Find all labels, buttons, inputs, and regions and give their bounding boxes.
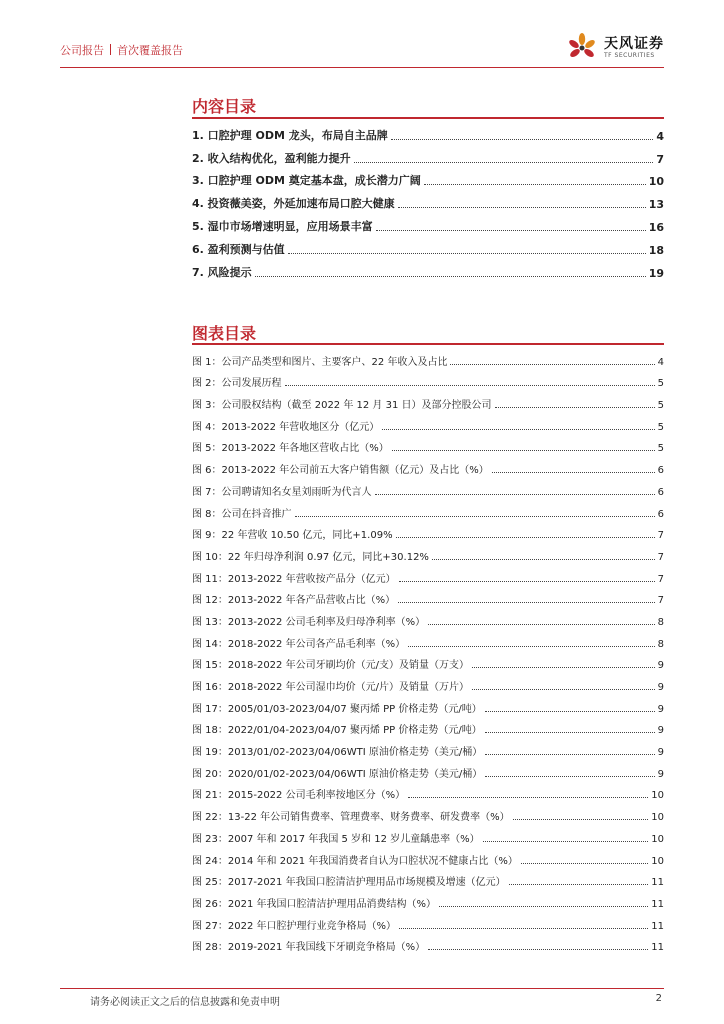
figure-entry[interactable] <box>192 801 664 823</box>
figure-entry-label: 图 5：2013-2022 年各地区营收占比（%） <box>192 443 389 455</box>
figure-entry[interactable] <box>192 715 664 737</box>
dot-leader <box>399 581 655 582</box>
contents-title-rule <box>192 117 664 119</box>
figure-entry-label: 图 6：2013-2022 年公司前五大客户销售额（亿元）及占比（%） <box>192 465 489 477</box>
dot-leader <box>399 928 648 929</box>
dot-leader <box>285 385 655 386</box>
figure-entry[interactable] <box>192 628 664 650</box>
figure-entry-page: 7 <box>657 530 664 542</box>
dot-leader <box>485 711 655 712</box>
figure-entry[interactable] <box>192 498 664 520</box>
figure-entry-label: 图 8：公司在抖音推广 <box>192 508 292 520</box>
figure-entry[interactable] <box>192 845 664 867</box>
figure-entry-label: 图 19：2013/01/02-2023/04/06WTI 原油价格走势（美元/桶） <box>192 747 483 759</box>
figure-entry-label: 图 2：公司发展历程 <box>192 378 282 390</box>
figure-entry[interactable] <box>192 454 664 476</box>
figure-entry-page: 9 <box>657 682 664 693</box>
figure-entry-label: 图 18：2022/01/04-2023/04/07 聚丙烯 PP 价格走势（元/吨） <box>192 725 482 737</box>
figure-entry[interactable] <box>192 693 664 715</box>
header-divider <box>60 67 664 68</box>
figure-entry-label: 图 24：2014 年和 2021 年我国消费者自认为口腔状况不健康占比（%） <box>192 855 518 867</box>
contents-list <box>192 120 664 280</box>
brand-logo <box>562 30 664 66</box>
dot-leader <box>408 797 648 798</box>
toc-entry-page: 19 <box>648 266 664 280</box>
figure-entry[interactable] <box>192 389 664 411</box>
toc-entry-label: 4. 投资薇美姿，外延加速布局口腔大健康 <box>192 197 395 211</box>
figure-entry-label: 图 14：2018-2022 年公司各产品毛利率（%） <box>192 638 406 650</box>
toc-entry-label: 5. 湿巾市场增速明显，应用场景丰富 <box>192 219 373 233</box>
dot-leader <box>354 162 654 163</box>
figures-list <box>192 346 664 953</box>
dot-leader <box>396 537 655 538</box>
dot-leader <box>288 253 646 254</box>
figure-entry-page: 11 <box>651 877 664 889</box>
toc-entry-page: 4 <box>656 129 664 143</box>
dot-leader <box>485 776 654 777</box>
brand-name-cn: 天风证券 <box>604 36 664 52</box>
figure-entry-page: 4 <box>657 356 664 368</box>
figure-entry[interactable] <box>192 476 664 498</box>
figure-entry-label: 图 1：公司产品类型和图片、主要客户、22 年收入及占比 <box>192 356 448 368</box>
dot-leader <box>428 949 648 950</box>
dot-leader <box>392 450 655 451</box>
toc-entry[interactable] <box>192 166 664 189</box>
toc-entry-label: 6. 盈利预测与估值 <box>192 242 285 256</box>
figure-entry-label: 图 3：公司股权结构（截至 2022 年 12 月 31 日）及部分控股公司 <box>192 400 492 412</box>
figure-entry-page: 10 <box>651 855 664 867</box>
figure-entry-page: 7 <box>657 573 664 585</box>
figure-entry-page: 6 <box>657 465 664 477</box>
report-type <box>60 42 183 58</box>
figure-entry-page: 11 <box>651 898 664 910</box>
figure-entry[interactable] <box>192 541 664 563</box>
figure-entry[interactable] <box>192 433 664 455</box>
report-subtype-label: 首次覆盖报告 <box>117 44 183 57</box>
figure-entry-label: 图 9：22 年营收 10.50 亿元，同比+1.09% <box>192 530 393 542</box>
figure-entry-label: 图 21：2015-2022 公司毛利率按地区分（%） <box>192 790 406 802</box>
report-type-label: 公司报告 <box>60 44 104 57</box>
dot-leader <box>428 624 655 625</box>
figure-entry[interactable] <box>192 758 664 780</box>
page-header <box>60 30 664 66</box>
dot-leader <box>485 732 655 733</box>
dot-leader <box>495 407 655 408</box>
figure-entry-page: 11 <box>651 920 664 932</box>
toc-entry[interactable] <box>192 234 664 257</box>
dot-leader <box>472 667 655 668</box>
figure-entry[interactable] <box>192 932 664 954</box>
toc-entry[interactable] <box>192 188 664 211</box>
contents-title: 内容目录 <box>192 97 257 116</box>
figure-entry-label: 图 12：2013-2022 年各产品营收占比（%） <box>192 595 396 607</box>
figure-entry-page: 9 <box>657 660 664 672</box>
figure-entry[interactable] <box>192 671 664 693</box>
toc-entry-label: 1. 口腔护理 ODM 龙头，布局自主品牌 <box>192 128 388 142</box>
dot-leader <box>408 646 655 647</box>
figure-entry-label: 图 10：22 年归母净利润 0.97 亿元，同比+30.12% <box>192 551 429 563</box>
figure-entry-label: 图 16：2018-2022 年公司湿巾均价（元/片）及销量（万片） <box>192 682 469 693</box>
figure-entry-label: 图 23：2007 年和 2017 年我国 5 岁和 12 岁儿童龋患率（%） <box>192 833 480 845</box>
figure-entry[interactable] <box>192 563 664 585</box>
figure-entry[interactable] <box>192 736 664 758</box>
figure-entry-label: 图 15：2018-2022 年公司牙刷均价（元/支）及销量（万支） <box>192 660 469 672</box>
figure-entry-page: 8 <box>657 638 664 650</box>
figure-entry-label: 图 4：2013-2022 年营收地区分（亿元） <box>192 421 380 433</box>
figure-entry[interactable] <box>192 650 664 672</box>
figure-entry-page: 10 <box>651 833 664 845</box>
figure-entry-page: 9 <box>657 747 664 759</box>
figure-entry[interactable] <box>192 780 664 802</box>
footer-divider <box>60 988 664 989</box>
figure-entry[interactable] <box>192 368 664 390</box>
figure-entry-label: 图 26：2021 年我国口腔清洁护理用品消费结构（%） <box>192 898 437 910</box>
figure-entry-label: 图 25：2017-2021 年我国口腔清洁护理用品市场规模及增速（亿元） <box>192 877 506 889</box>
dot-leader <box>439 906 648 907</box>
dot-leader <box>492 472 655 473</box>
figures-title-rule <box>192 343 664 345</box>
figure-entry-page: 9 <box>657 725 664 737</box>
figure-entry-label: 图 7：公司聘请知名女星刘雨昕为代言人 <box>192 486 372 498</box>
figure-entry-page: 9 <box>657 703 664 715</box>
toc-entry-page: 10 <box>648 175 664 189</box>
toc-entry[interactable] <box>192 120 664 143</box>
figure-entry-label: 图 20：2020/01/02-2023/04/06WTI 原油价格走势（美元/桶） <box>192 768 483 780</box>
figure-entry-page: 8 <box>657 616 664 628</box>
dot-leader <box>376 230 646 231</box>
figure-entry-label: 图 17：2005/01/03-2023/04/07 聚丙烯 PP 价格走势（元/吨） <box>192 703 482 715</box>
toc-entry-page: 18 <box>648 243 664 257</box>
header-separator <box>110 44 111 55</box>
figure-entry[interactable] <box>192 823 664 845</box>
toc-entry-page: 16 <box>648 220 664 234</box>
toc-entry-page: 7 <box>656 152 664 166</box>
figure-entry-label: 图 27：2022 年口腔护理行业竞争格局（%） <box>192 920 397 932</box>
figure-entry-label: 图 11：2013-2022 年营收按产品分（亿元） <box>192 573 396 585</box>
flower-logo-icon <box>562 32 602 64</box>
toc-entry-label: 3. 口腔护理 ODM 奠定基本盘，成长潜力广阔 <box>192 174 421 188</box>
dot-leader <box>391 139 654 140</box>
dot-leader <box>398 602 655 603</box>
figure-entry-label: 图 28：2019-2021 年我国线下牙刷竞争格局（%） <box>192 942 426 954</box>
figure-entry-page: 5 <box>657 378 664 390</box>
dot-leader <box>295 516 655 517</box>
figure-entry-page: 7 <box>657 551 664 563</box>
figure-entry[interactable] <box>192 520 664 542</box>
figure-entry[interactable] <box>192 606 664 628</box>
figure-entry-page: 6 <box>657 508 664 520</box>
dot-leader <box>255 276 646 277</box>
page-number: 2 <box>655 993 662 1004</box>
figure-entry[interactable] <box>192 888 664 910</box>
dot-leader <box>424 184 646 185</box>
dot-leader <box>483 841 649 842</box>
figures-title: 图表目录 <box>192 324 257 343</box>
toc-entry-label: 2. 收入结构优化，盈利能力提升 <box>192 151 351 165</box>
figure-entry[interactable] <box>192 867 664 889</box>
figure-entry-label: 图 13：2013-2022 公司毛利率及归母净利率（%） <box>192 616 426 628</box>
figure-entry-page: 10 <box>651 790 664 802</box>
dot-leader <box>509 884 649 885</box>
toc-entry[interactable] <box>192 143 664 166</box>
figure-entry-page: 10 <box>651 812 664 824</box>
figure-entry-label: 图 22：13-22 年公司销售费率、管理费率、财务费率、研发费率（%） <box>192 812 510 824</box>
toc-entry[interactable] <box>192 257 664 280</box>
dot-leader <box>521 863 648 864</box>
figure-entry[interactable] <box>192 585 664 607</box>
figure-entry-page: 5 <box>657 400 664 412</box>
toc-entry[interactable] <box>192 211 664 234</box>
figure-entry[interactable] <box>192 411 664 433</box>
dot-leader <box>450 364 654 365</box>
toc-entry-label: 7. 风险提示 <box>192 265 252 279</box>
figure-entry-page: 5 <box>657 443 664 455</box>
dot-leader <box>432 559 655 560</box>
brand-name-en: TF SECURITIES <box>604 52 655 59</box>
dot-leader <box>472 689 655 690</box>
figure-entry[interactable] <box>192 910 664 932</box>
figure-entry-page: 9 <box>657 768 664 780</box>
figure-entry-page: 5 <box>657 421 664 433</box>
dot-leader <box>375 494 655 495</box>
dot-leader <box>513 819 649 820</box>
footer-disclaimer: 请务必阅读正文之后的信息披露和免责申明 <box>90 997 280 1008</box>
figure-entry-page: 7 <box>657 595 664 607</box>
figure-entry-page: 6 <box>657 486 664 498</box>
dot-leader <box>398 207 646 208</box>
dot-leader <box>382 429 654 430</box>
figure-entry[interactable] <box>192 346 664 368</box>
toc-entry-page: 13 <box>648 198 664 212</box>
figure-entry-page: 11 <box>651 942 664 954</box>
dot-leader <box>485 754 654 755</box>
